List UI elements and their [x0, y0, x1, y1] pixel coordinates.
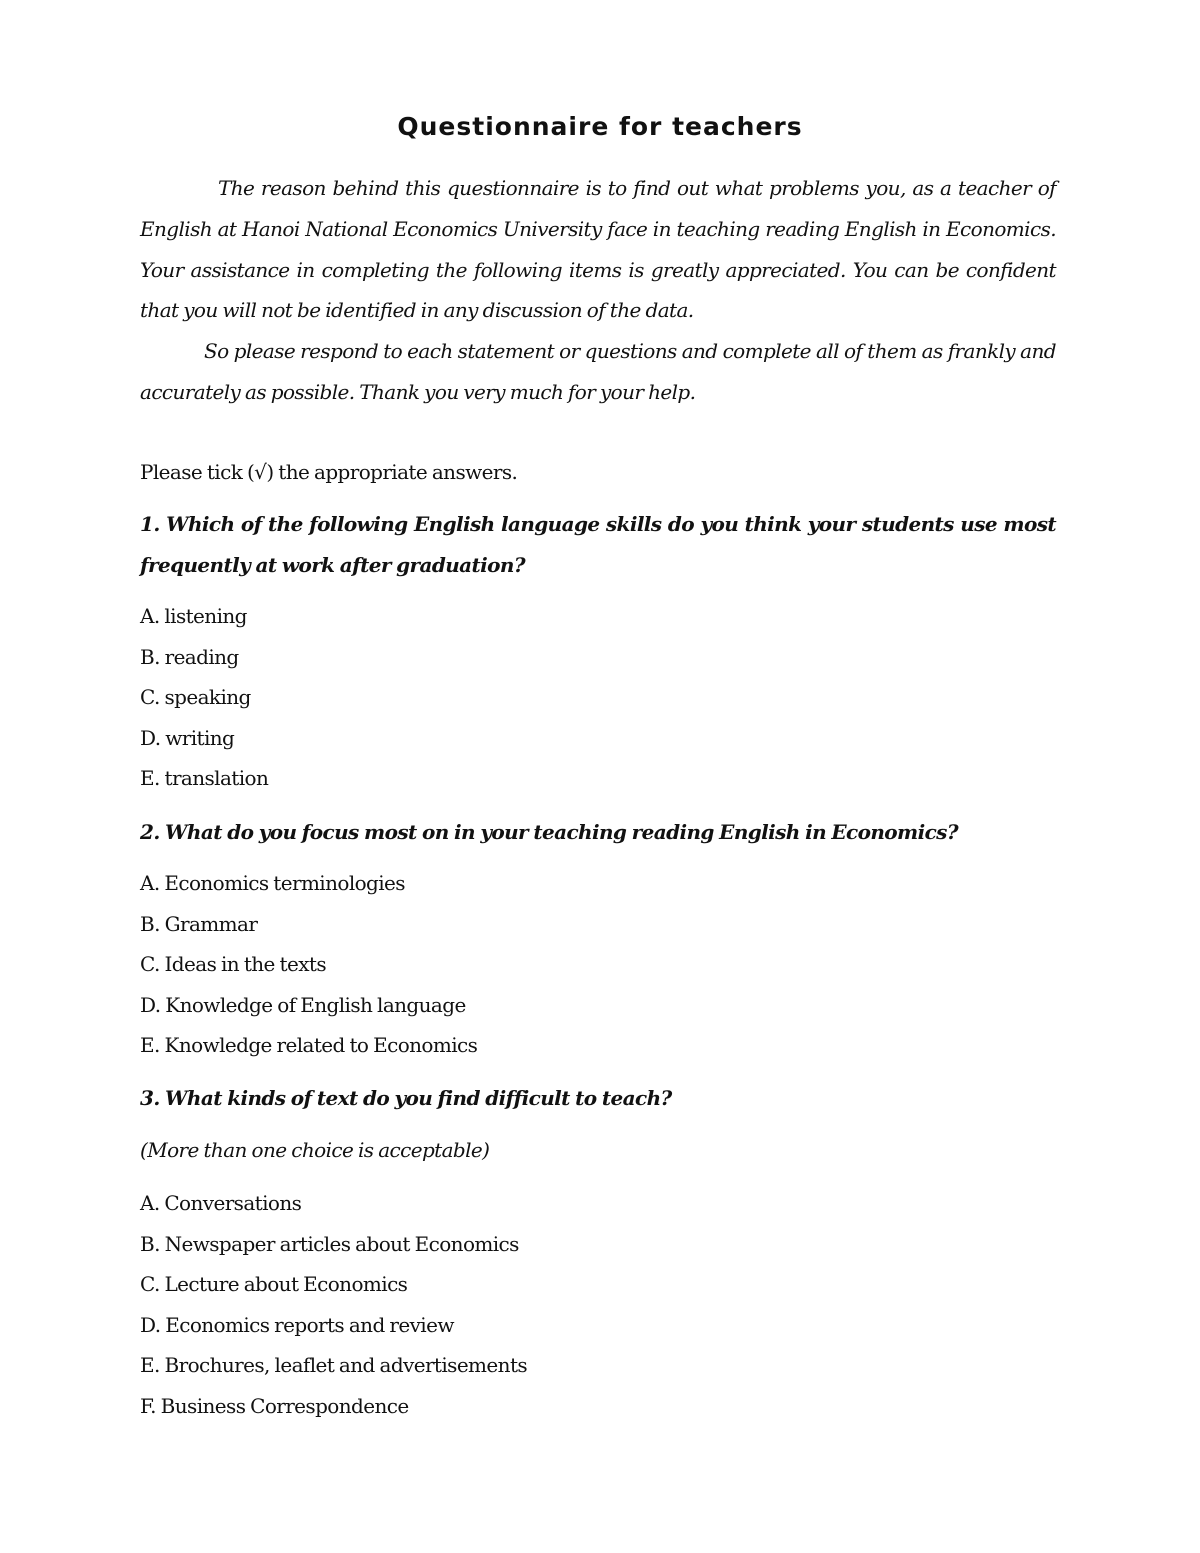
instruction-text: Please tick (√) the appropriate answers. — [140, 460, 518, 484]
question-2: 2. What do you focus most on in your teaching reading English in Economics? — [140, 820, 958, 844]
option-1a[interactable]: A. listening — [140, 604, 247, 628]
question-1: 1. Which of the following English language skills do you think your students use most frequently at work after graduation? — [140, 512, 1056, 577]
question-1-options — [140, 596, 268, 799]
option-1e[interactable]: E. translation — [140, 766, 269, 790]
option-1c[interactable]: C. speaking — [140, 685, 251, 709]
option-3d[interactable]: D. Economics reports and review — [140, 1312, 454, 1337]
option-3c[interactable]: C. Lecture about Economics — [140, 1272, 408, 1296]
question-3-note: (More than one choice is acceptable) — [140, 1138, 490, 1162]
intro-paragraph-1: The reason behind this questionnaire is to find out what problems you, as a teacher of English at Hanoi National Economics University face in teaching reading English in Economics. Your assistance in completing the following items is greatly appreciated. You can be confident that you will not be identified in any discussion of the data. — [140, 176, 1056, 323]
intro-paragraph-2: So please respond to each statement or questions and complete all of them as frankly and accurately as possible. Thank you very much for your help. — [140, 339, 1056, 404]
question-2-options — [140, 863, 477, 1066]
option-3f[interactable]: F. Business Correspondence — [140, 1393, 409, 1418]
option-3a[interactable]: A. Conversations — [140, 1191, 302, 1215]
option-2e[interactable]: E. Knowledge related to Economics — [140, 1033, 478, 1057]
question-3: 3. What kinds of text do you find difficult to teach? — [140, 1086, 672, 1110]
question-3-options — [140, 1183, 527, 1426]
option-3b[interactable]: B. Newspaper articles about Economics — [140, 1231, 519, 1256]
option-2b[interactable]: B. Grammar — [140, 911, 258, 936]
option-2d[interactable]: D. Knowledge of English language — [140, 992, 466, 1017]
option-2a[interactable]: A. Economics terminologies — [140, 871, 405, 895]
option-1b[interactable]: B. reading — [140, 644, 239, 669]
intro-section — [140, 168, 1056, 413]
page-title: Questionnaire for teachers — [397, 112, 803, 141]
option-2c[interactable]: C. Ideas in the texts — [140, 952, 326, 976]
option-1d[interactable]: D. writing — [140, 725, 235, 750]
option-3e[interactable]: E. Brochures, leaflet and advertisements — [140, 1353, 528, 1377]
